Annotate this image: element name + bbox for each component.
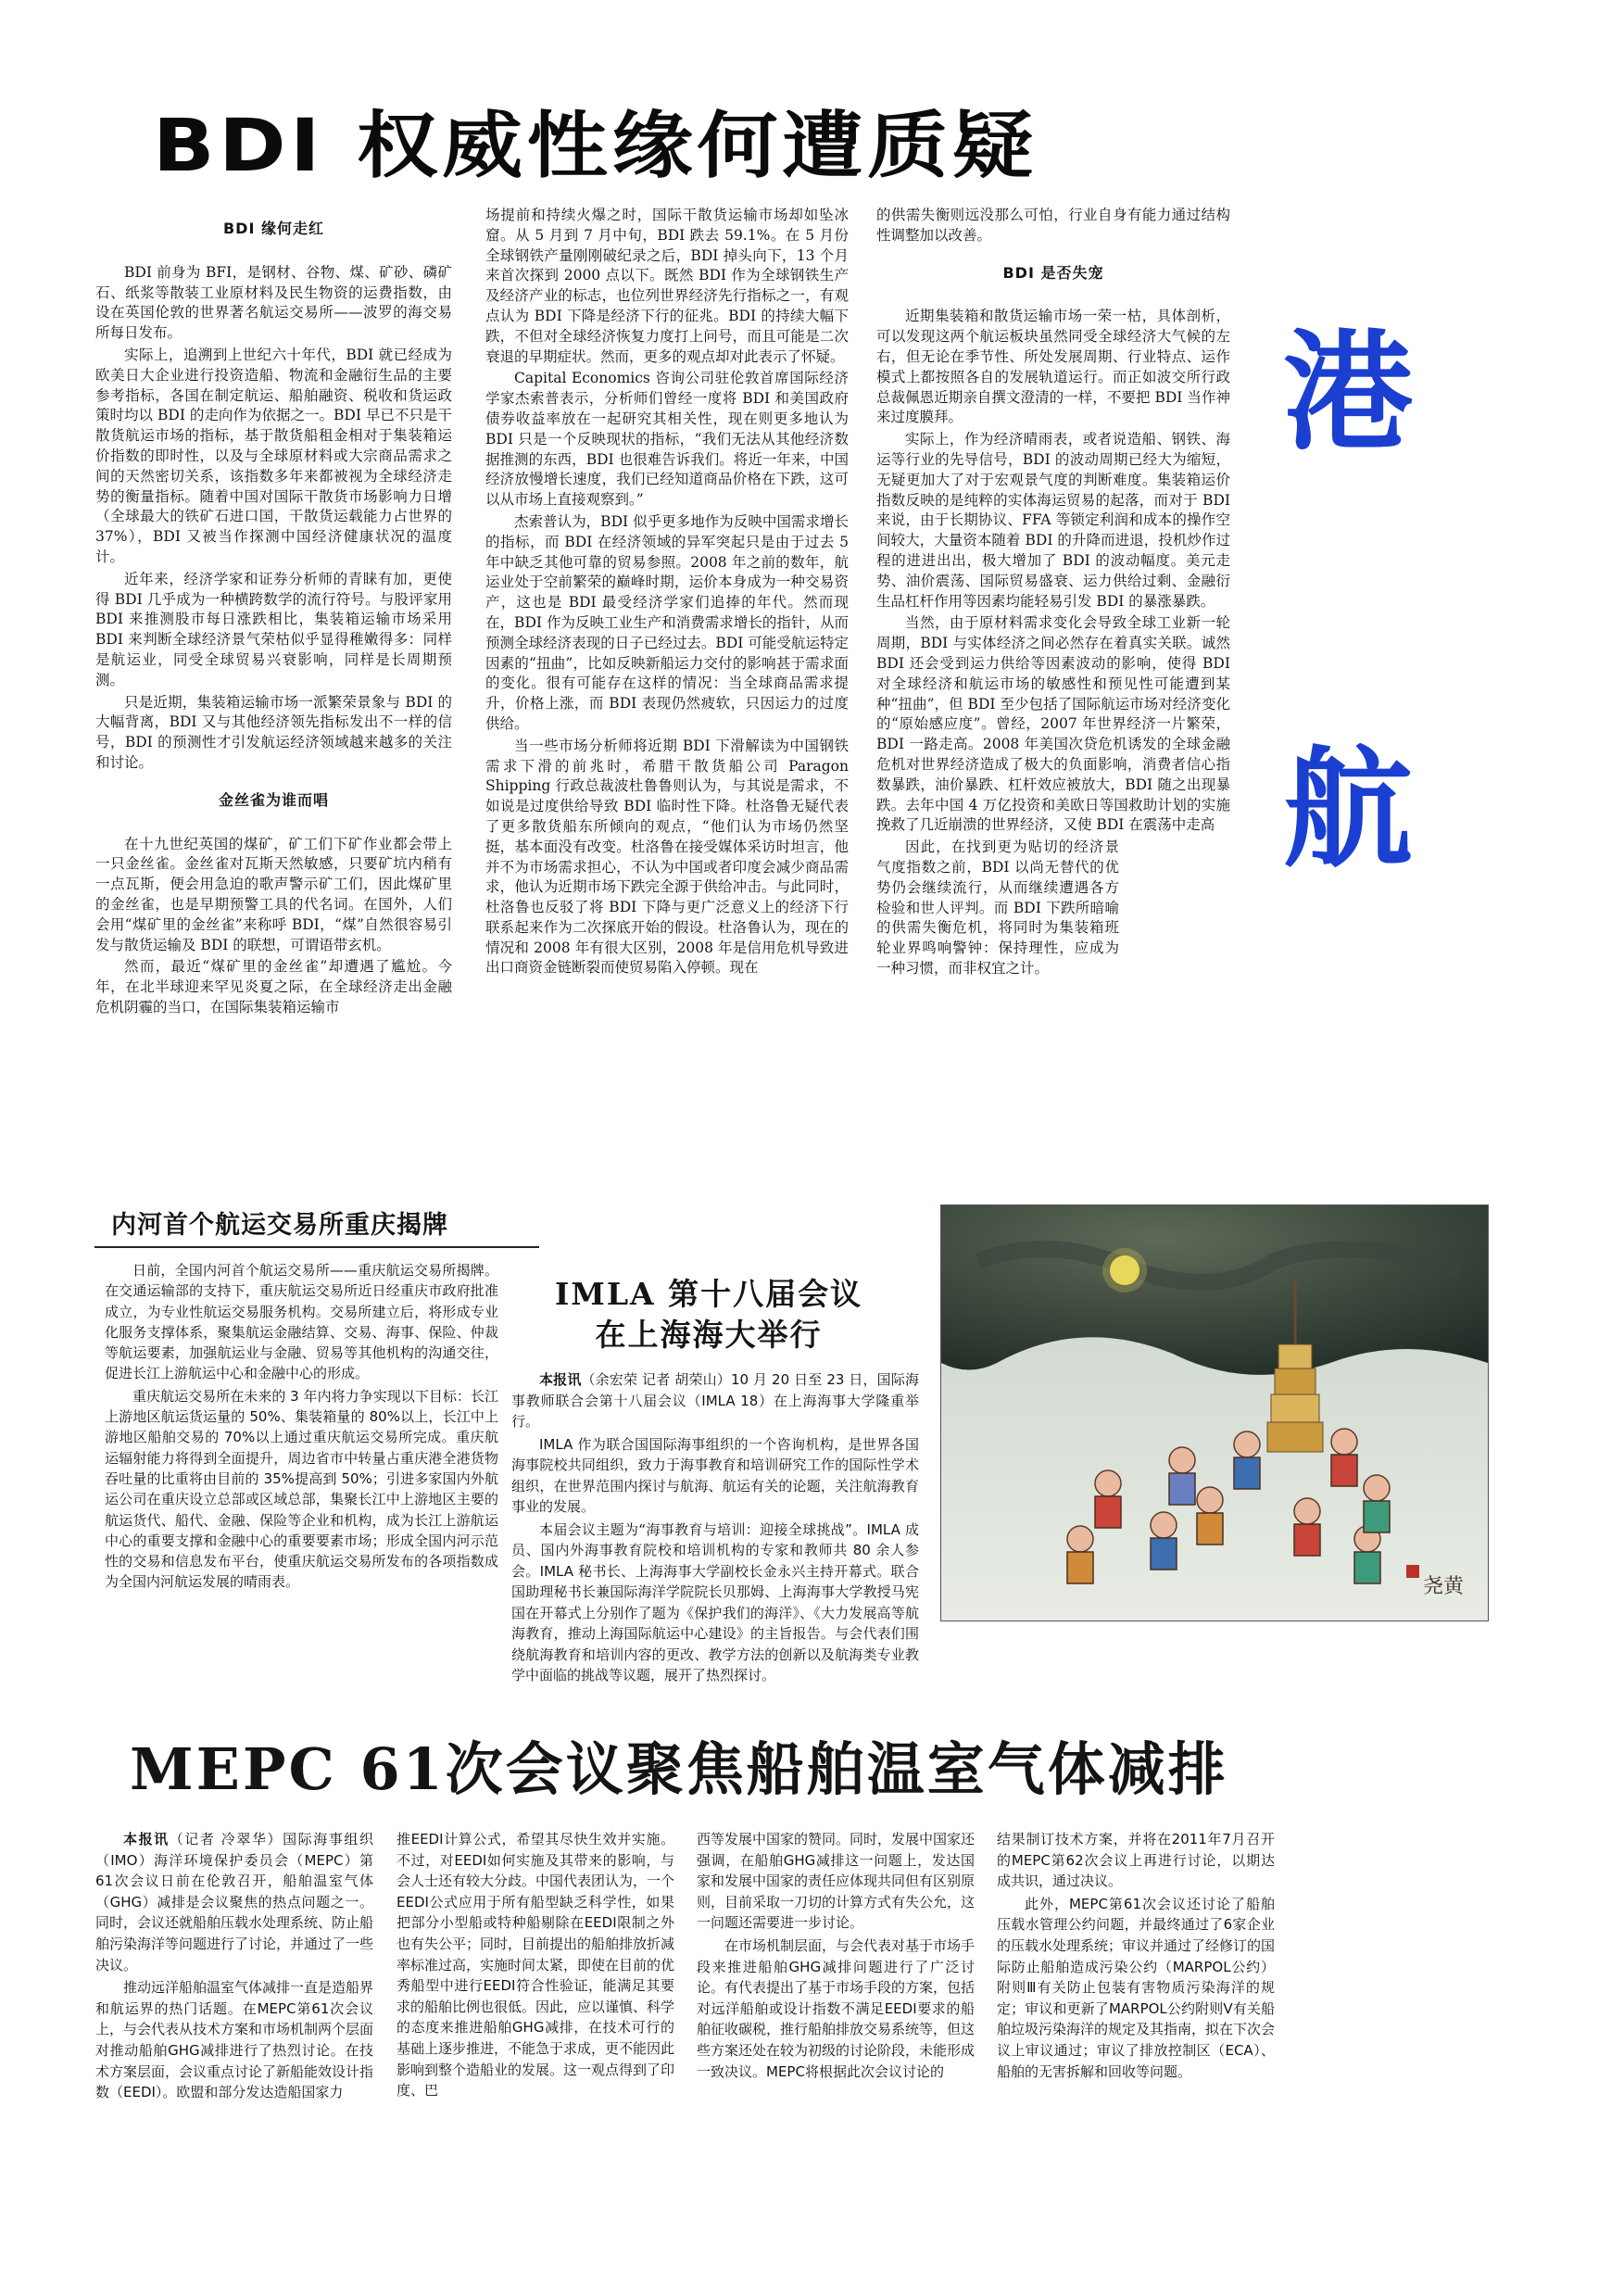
paragraph: 的供需失衡则远没那么可怕，行业自身有能力通过结构性调整加以改善。 [876,207,1230,244]
section-label-hang: 航 [1283,735,1414,886]
article4-column-4 [997,1829,1275,2084]
lead-paragraph [511,1369,919,1432]
paragraph: 重庆航运交易所在未来的 3 年内将力争实现以下目标：长江上游地区航运货运量的 50%、集装箱量的 80%以上，长江中上游地区船舶交易的 70%以上通过重庆航运交易所完成。重庆航运辐射能力将得到全面提升，周边省市中转量占重庆港全港货物吞吐量的比重将由目前的 35%提高到 50%；引进多家国内外航运公司在重庆设立总部或区域总部，集聚长江中上游地区主要的航运货代、船代、金融、保险等企业和机构，成为长江上游航运中心的重要支撑和金融中心的重要要素市场；形成全国内河示范性的交易和信息发布平台，使重庆航运交易所发布的各项指数成为全国内河航运发展的晴雨表。 [105,1387,498,1591]
paragraph: Capital Economics 咨询公司驻伦敦首席国际经济学家杰索普表示，分析师们曾经一度将 BDI 和美国政府债券收益率放在一起研究其相关性，现在则更多地认为 BDI 只是一个反映现状的指标，“我们无法从其他经济数据推测的东西，BDI 也很难告诉我们。将近一年来，中国经济放慢增长速度，我们已经知道商品价格在下跌，这可以从市场上直接观察到。” [485,370,849,509]
paragraph: 杰索普认为，BDI 似乎更多地作为反映中国需求增长的指标，而 BDI 在经济领域的异军突起只是由于过去 5 年中缺乏其他可靠的贸易参照。2008 年之前的数年，航运业处于空前繁荣的巅峰时期，运价本身成为一种交易资产，这也是 BDI 最受经济学家们追捧的年代。然而现在，BDI 作为反映工业生产和消费需求增长的指针，从而预测全球经济表现的日子已经过去。BDI 可能受航运特定因素的“扭曲”，比如反映新船运力交付的影响甚于需求面的变化。很有可能存在这样的情况：当全球商品需求提升，价格上涨，而 BDI 表现仍然疲软，只因运力的过度供给。 [485,512,849,732]
article3-headline [500,1274,917,1356]
paragraph: 推动远洋船舶温室气体减排一直是造船界和航运界的热门话题。在MEPC第61次会议上，与会代表从技术方案和市场机制两个层面对推动船舶GHG减排进行了热烈讨论。在技术方案层面，会议重点讨论了新船能效设计指数（EEDI）。欧盟和部分发达造船国家力 [95,1979,374,2101]
paragraph: 本届会议主题为“海事教育与培训：迎接全球挑战”。IMLA 成员、国内外海事教育院校和培训机构的专家和教师共 80 余人参会。IMLA 秘书长、上海海事大学副校长金永兴主持开幕式。联合国助理秘书长兼国际海洋学院院长贝那姆、上海海事大学教授马宪国在开幕式上分别作了题为《保护我们的海洋》、《大力发展高等航海教育，推动上海国际航运中心建设》的主旨报告。与会代表们围绕航海教育和培训内容的更改、教学方法的创新以及航海类专业教学中面临的挑战等议题，展开了热烈探讨。 [511,1520,919,1684]
paragraph: 在市场机制层面，与会代表对基于市场手段来推进船舶GHG减排问题进行了广泛讨论。有代表提出了基于市场手段的方案，包括对远洋船舶或设计指数不满足EEDI要求的船舶征收碳税，推行船舶排放交易系统等，但这些方案还处在较为初级的讨论阶段，未能形成一致决议。MEPC将根据此次会议讨论的 [697,1936,976,2080]
article3-headline-line1: IMLA 第十八届会议 [554,1276,863,1312]
paragraph: 日前，全国内河首个航运交易所——重庆航运交易所揭牌。在交通运输部的支持下，重庆航运交易所近日经重庆市政府批准成立，为专业性航运交易服务机构。交易所建立后，将形成专业化服务支撑体系，聚集航运金融结算、交易、海事、保险、仲裁等航运要素，加强航运业与金融、贸易等其他机构的沟通交往，促进长江上游航运中心和金融中心的形成。 [105,1262,498,1382]
artist-seal [1406,1565,1419,1578]
section-label-gang: 港 [1283,318,1414,469]
paragraph: IMLA 作为联合国国际海事组织的一个咨询机构，是世界各国海事院校共同组织，致力于海事教育和培训研究工作的国际性学术组织，在世界范围内探讨与航海、航运有关的论题，关注航海教育事业的发展。 [511,1435,919,1515]
byline-label: 本报讯 [539,1371,582,1388]
article2-body [105,1260,498,1595]
paragraph: BDI 前身为 BFI，是钢材、谷物、煤、矿砂、磷矿石、纸浆等散装工业原材料及民生物资的运费指数，由设在英国伦敦的世界著名航运交易所——波罗的海交易所每日发布。 [95,263,452,342]
article4-column-3 [697,1829,975,2084]
byline-label: 本报讯 [123,1831,170,1848]
article1-column-2 [485,206,849,980]
main-headline: BDI 权威性缘何遭质疑 [153,105,1038,188]
paragraph: 当然，由于原材料需求变化会导致全球工业新一轮周期，BDI 与实体经济之间必然存在着真实关联。诚然 BDI 还会受到运力供给等因素波动的影响，使得 BDI 对全球经济和航运市场的敏感性和预见性可能遭到某种“扭曲”，但 BDI 至少包括了国际航运市场对经济变化的“原始感应度”。曾经，2007 年世界经济一片繁荣，BDI 一路走高。2008 年美国次贷危机诱发的全球金融危机对世界经济造成了极大的负面影响，消费者信心指数暴跌，油价暴跌、杠杆效应被放大，BDI 随之出现暴跌。去年中国 4 万亿投资和美欧日等国救助计划的实施挽救了几近崩溃的世界经济，又使 BDI 在震荡中走高 [876,614,1230,834]
lead-paragraph [95,1829,373,1975]
paragraph: 当一些市场分析师将近期 BDI 下滑解读为中国钢铁需求下滑的前兆时，希腊干散货船公司 Paragon Shipping 行政总裁波杜鲁鲁则认为，与其说是需求，不如说是过度供给导致 BDI 临时性下降。杜洛鲁无疑代表了更多散货船东所倾向的观点，“他们认为市场仍然坚挺，基本面没有改变。杜洛鲁在接受媒体采访时坦言，他并不为市场需求担心，不认为中国或者印度会减少商品需求，他认为近期市场下跌完全源于供给冲击。与此同时，杜洛鲁也反驳了将 BDI 下降与更广泛意义上的经济下行联系起来作为二次探底开始的假设。杜洛鲁认为，现在的情况和 2008 年有很大区别，2008 年是信用危机导致进出口商资金链断裂而使贸易陷入停顿。现在 [485,737,849,977]
subhead-bdi-out-of-favor: BDI 是否失宠 [1002,263,1104,282]
paragraph: 实际上，作为经济晴雨表，或者说造船、钢铁、海运等行业的先导信号，BDI 的波动周期已经大为缩短，无疑更加大了对于宏观景气度的判断难度。集装箱运价指数反映的是纯粹的实体海运贸易的起落，而对于 BDI 来说，由于长期协议、FFA 等锁定利润和成本的操作空间较大，大量资本随着 BDI 的升降而进退，投机炒作过程的进进出出，极大增加了 BDI 的波动幅度。美元走势、油价震荡、国际贸易盛衰、运力供给过剩、金融衍生品杠杆作用等因素均能轻易引发 BDI 的暴涨暴跌。 [876,431,1230,610]
paragraph: 西等发展中国家的赞同。同时，发展中国家还强调，在船舶GHG减排这一问题上，发达国家和发展中国家的责任应体现共同但有区别原则，目前采取一刀切的计算方式有失公允，这一问题还需要进一步讨论。 [697,1831,976,1932]
paragraph: 实际上，追溯到上世纪六十年代，BDI 就已经成为欧美日大企业进行投资造船、物流和金融衍生品的主要参考指标，各国在制定航运、船舶融资、税收和货运政策时均以 BDI 的走向作为依据之一。BDI 早已不只是干散货航运市场的指标，基于散货船租金相对于集装箱运价指数的即时性，以及与全球原材料或大宗商品需求之间的天然密切关系，该指数多年来都被视为全球经济走势的衡量指标。随着中国对国际干散货市场影响力日增（全球最大的铁矿石进口国，干散货运载能力占世界的 37%），BDI 又被当作探测中国经济健康状况的温度计。 [95,346,452,565]
paragraph: 近期集装箱和散货运输市场一荣一枯，具体剖析，可以发现这两个航运板块虽然同受全球经济大气候的左右，但无论在季节性、所处发展周期、行业特点、运作模式上都按照各自的发展轨道运行。而正如波交所行政总裁佩恩近期亲自撰文澄清的一样，不要把 BDI 当作神来过度膜拜。 [876,308,1230,426]
subhead-canary: 金丝雀为谁而唱 [218,790,329,809]
subhead-bdi-why-popular: BDI 缘何走红 [222,220,324,237]
paragraph: 推EEDI计算公式，希望其尽快生效并实施。不过，对EEDI如何实施及其带来的影响，与会人士还有较大分歧。中国代表团认为，一个EEDI公式应用于所有船型缺乏科学性，如果把部分小型船或特种船剔除在EEDI限制之外也有失公平；同时，目前提出的船舶排放折减率标准过高，实施时间太紧，即使在目前的优秀船型中进行EEDI符合性验证，能满足其要求的船舶比例也很低。因此，应以谨慎、科学的态度来推进船舶GHG减排，在技术可行的基础上逐步推进，不能急于求成，更不能因此影响到整个造船业的发展。这一观点得到了印度、巴 [397,1831,675,2100]
paragraph: 只是近期，集装箱运输市场一派繁荣景象与 BDI 的大幅背离，BDI 又与其他经济领先指标发出不一样的信号，BDI 的预测性才引发航运经济领域越来越多的关注和讨论。 [95,693,452,771]
paragraph: 结果制订技术方案，并将在2011年7月召开的MEPC第62次会议上再进行讨论，以期达成共识，通过决议。 [997,1831,1275,1890]
paragraph: 在十九世纪英国的煤矿，矿工们下矿作业都会带上一只金丝雀。金丝雀对瓦斯天然敏感，只要矿坑内稍有一点瓦斯，便会用急迫的歌声警示矿工们，因此煤矿里的金丝雀，也是早期预警工具的代名词。在国外，人们会用“煤矿里的金丝雀”来称呼 BDI，“煤”自然很容易引发与散货运输及 BDI 的联想，可谓语带玄机。 [95,835,452,953]
lead-text: （记者 冷翠华）国际海事组织（IMO）海洋环境保护委员会（MEPC）第61次会议日前在伦敦召开，船舶温室气体（GHG）减排是会议聚焦的热点问题之一。同时，会议还就船舶压载水处理系统、防止船舶污染海洋等问题进行了讨论，并通过了一些决议。 [95,1831,374,1974]
moon-glow [1102,1248,1147,1293]
article1-column-3 [876,206,1230,981]
paragraph: 近年来，经济学家和证券分析师的青睐有加，更使得 BDI 几乎成为一种横跨数学的流行符号。与股评家用 BDI 来推测股市每日涨跌相比，集装箱运输市场采用 BDI 来判断全球经济景气荣枯似乎显得稚嫩得多：同样是航运业，同受全球贸易兴衰影响，同样是长周期预测。 [95,570,452,688]
article4-column-1 [95,1829,373,2105]
paragraph: 然而，最近“煤矿里的金丝雀”却遭遇了尴尬。今年，在北半球迎来罕见炎夏之际，在全球经济走出金融危机阴霾的当口，在国际集装箱运输市 [95,958,452,1015]
article2-headline: 内河首个航运交易所重庆揭牌 [111,1211,448,1240]
article3-headline-line2: 在上海海大举行 [595,1317,823,1353]
article4-headline: MEPC 61次会议聚焦船舶温室气体减排 [130,1735,1228,1803]
article1-column-1 [95,215,452,1020]
article3-body [511,1369,919,1688]
paragraph: 此外，MEPC第61次会议还讨论了船舶压载水管理公约问题，并最终通过了6家企业的压载水处理系统；审议并通过了经修订的国际防止船舶造成污染公约（MARPOL公约）附则Ⅲ有关防止包装有害物质污染海洋的规定；审议和更新了MARPOL公约附则Ⅴ有关船舶垃圾污染海洋的规定及其指南，拟在下次会议上审议通过；审议了排放控制区（ECA）、船舶的无害拆解和回收等问题。 [997,1895,1276,2080]
paragraph: 因此，在找到更为贴切的经济景气度指数之前，BDI 以尚无替代的优势仍会继续流行，从而继续遭遇各方检验和世人评判。而 BDI 下跌所暗喻的供需失衡危机，将同时为集装箱班轮业界鸣响警钟：保持理性，应成为一种习惯，而非权宜之计。 [876,839,1119,977]
paragraph: 场提前和持续火爆之时，国际干散货运输市场却如坠冰窟。从 5 月到 7 月中旬，BDI 跌去 59.1%。在 5 月份全球钢铁产量刚刚破纪录之后，BDI 掉头向下，13 个月来首次探到 2000 点以下。既然 BDI 作为全球钢铁生产及经济产业的标志，也位列世界经济先行指标之一，有观点认为 BDI 下降是经济下行的征兆。BDI 的持续大幅下跌，不但对全球经济恢复力度打上问号，而且可能是二次衰退的早期症状。然而，更多的观点却对此表示了怀疑。 [485,207,849,365]
illustration-painting [940,1204,1489,1621]
headline-rule [94,1246,539,1248]
article4-column-2 [397,1829,674,2103]
artist-signature: 尧黄 [1423,1575,1465,1598]
lead-text: （余宏荣 记者 胡荣山）10 月 20 日至 23 日，国际海事教师联合会第十八届会议（IMLA 18）在上海海事大学隆重举行。 [511,1371,919,1430]
